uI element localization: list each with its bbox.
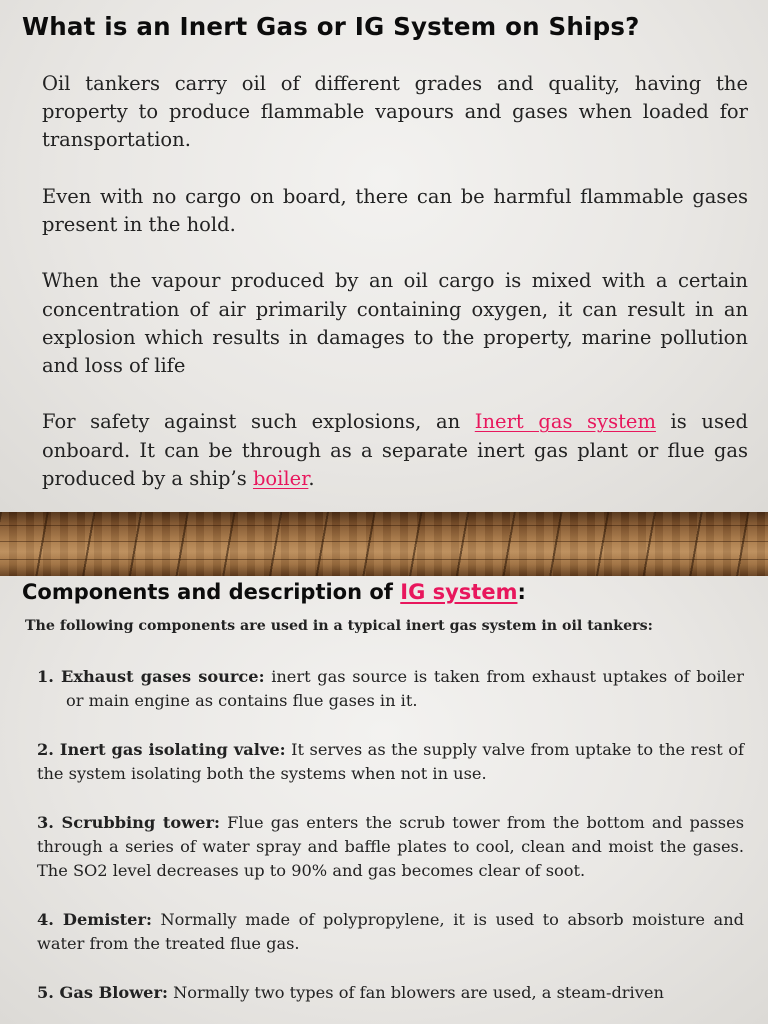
item-text: Normally two types of fan blowers are used, a steam-driven (167, 983, 664, 1002)
item-text: Flue gas enters the scrub tower from the bottom and passes through a series of water spray and baffle plates to cool, clean and moist the gases. The SO2 level decreases up to 90% and gas becomes clear of soot. (37, 813, 744, 880)
item-label: 2. Inert gas isolating valve: (37, 740, 286, 759)
boiler-link[interactable]: boiler (252, 466, 309, 490)
list-item (37, 811, 744, 883)
title-prefix: Components and description of (22, 580, 401, 604)
safety-text-start: For safety against such explosions, an (42, 410, 475, 434)
safety-text-middle: is used onboard. It can be through as a separate inert gas plant or flue gas produced by a ship’s (42, 410, 748, 490)
slide-body (42, 70, 748, 512)
item-text: Normally made of polypropylene, it is used to absorb moisture and water from the treated flue gas. (37, 910, 744, 953)
item-label: 1. Exhaust gases source: (37, 667, 265, 686)
paragraph-explosion: When the vapour produced by an oil cargo is mixed with a certain concentration of air primarily containing oxygen, it can result in an explosion which results in damages to the property, marine pollution and loss of life (42, 269, 748, 377)
list-item (37, 908, 744, 956)
inert-gas-system-link[interactable]: Inert gas system (474, 410, 656, 434)
paragraph-safety (42, 408, 748, 493)
safety-text-end: . (308, 466, 315, 490)
item-text: inert gas source is taken from exhaust uptakes of boiler or main engine as contains flue gases in it. (66, 667, 744, 710)
components-intro: The following components are used in a typical inert gas system in oil tankers: (25, 618, 653, 634)
item-label: 4. Demister: (37, 910, 152, 929)
components-list (37, 665, 744, 1024)
slide-title: What is an Inert Gas or IG System on Ships? (22, 12, 640, 41)
item-label: 3. Scrubbing tower: (37, 813, 220, 832)
list-item (37, 738, 744, 786)
ig-system-link[interactable]: IG system (400, 580, 518, 604)
paragraph-no-cargo: Even with no cargo on board, there can be harmful flammable gases present in the hold. (42, 184, 748, 236)
list-item (37, 981, 744, 1005)
paragraph-oil-tankers: Oil tankers carry oil of different grades and quality, having the property to produce flammable vapours and gases when loaded for transportation. (42, 72, 748, 152)
title-suffix: : (517, 580, 526, 604)
item-text: It serves as the supply valve from uptake to the rest of the system isolating both the systems when not in use. (37, 740, 744, 783)
slide-ig-components (0, 576, 768, 1024)
wood-floor-divider (0, 512, 768, 576)
slide-title (22, 580, 526, 604)
item-label: 5. Gas Blower: (37, 983, 168, 1002)
list-item (37, 665, 744, 713)
